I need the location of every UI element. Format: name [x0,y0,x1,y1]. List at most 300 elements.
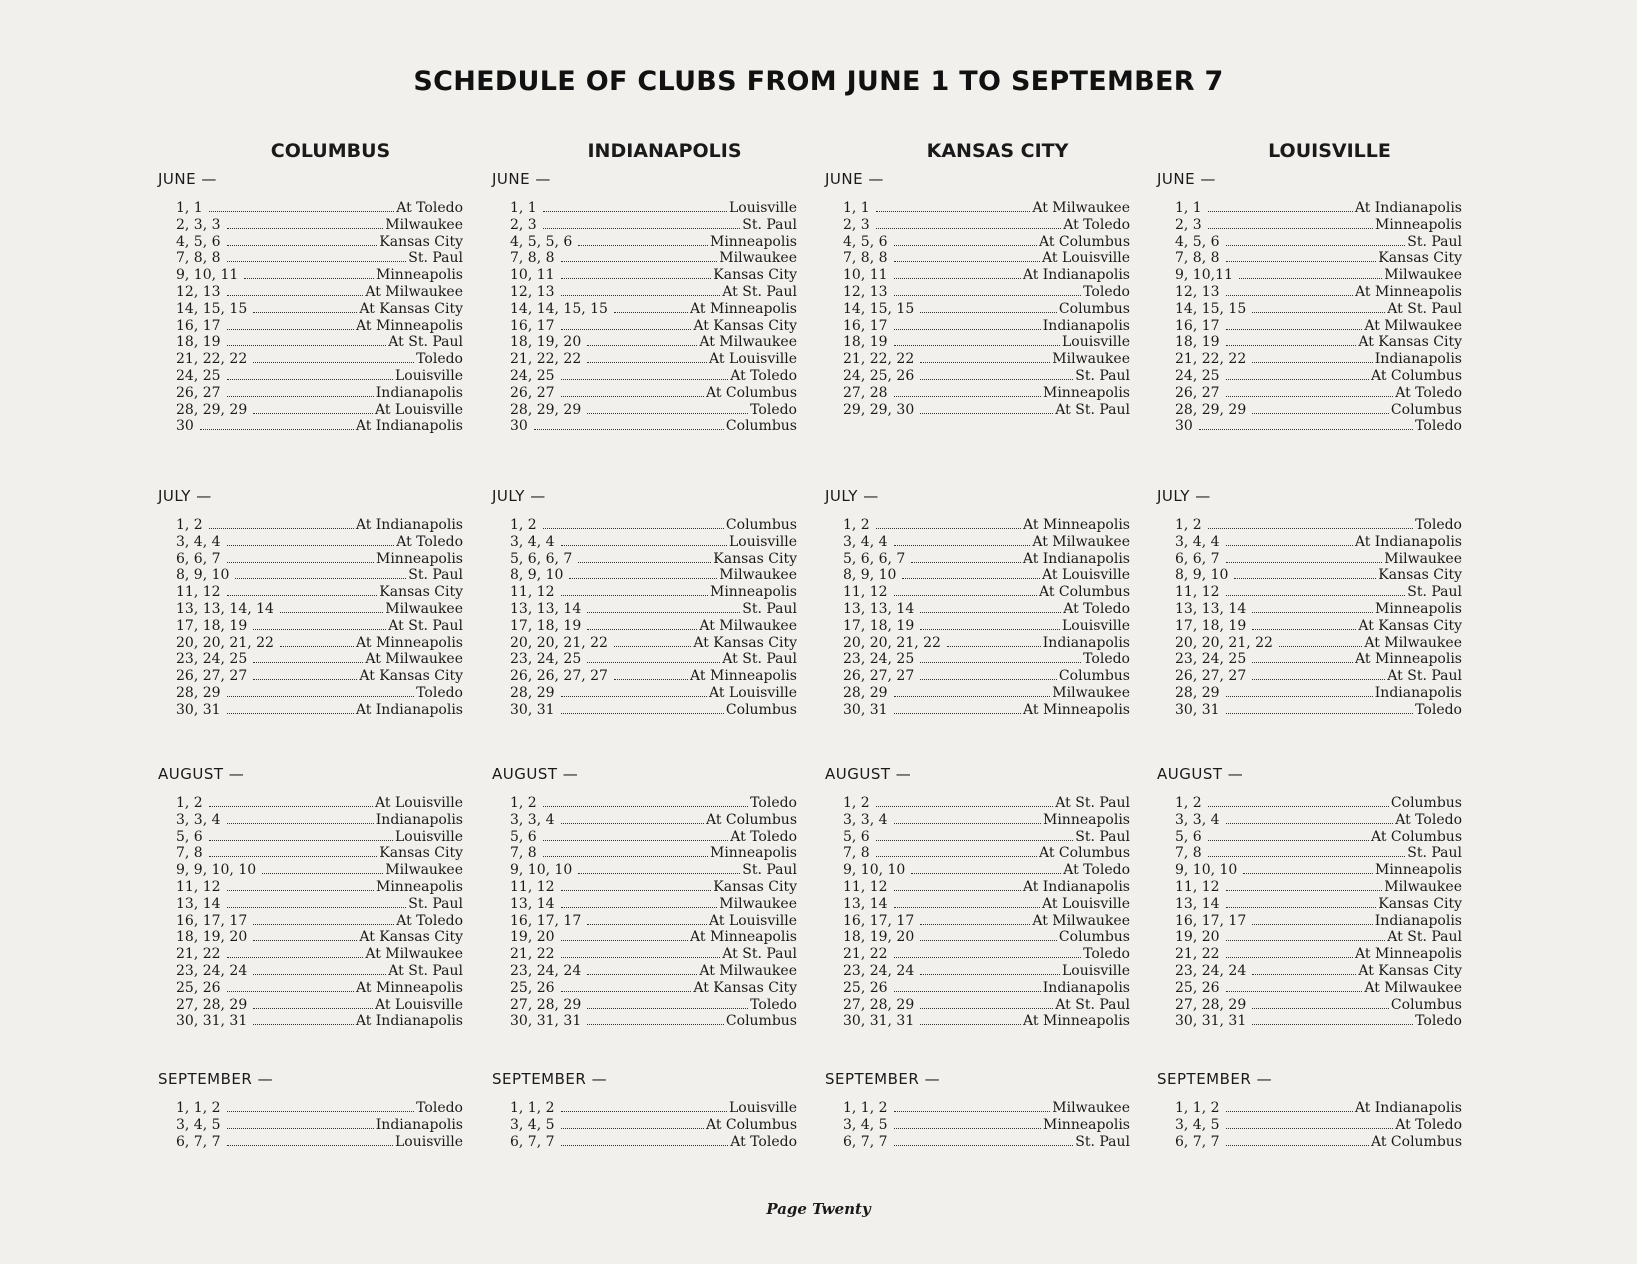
game-dates: 14, 14, 15, 15 [510,300,608,317]
game-dates: 4, 5, 6 [843,233,888,250]
game-dates: 21, 22 [176,946,221,963]
dot-leader [587,413,748,414]
dot-leader [227,295,364,296]
game-dates: 4, 5, 5, 6 [510,233,573,250]
schedule-row [510,1117,797,1134]
game-dates: 9, 9, 10, 10 [176,862,257,879]
month-label: AUGUST — [1157,765,1244,783]
opponent: St. Paul [742,216,797,233]
game-dates: 13, 14 [843,895,888,912]
dot-leader [1226,562,1383,563]
opponent: At St. Paul [1387,300,1462,317]
month-label: AUGUST — [825,765,912,783]
dot-leader [1226,696,1373,697]
dot-leader [253,413,373,414]
schedule-row [843,862,1130,879]
dot-leader [227,562,374,563]
schedule-row [843,685,1130,702]
schedule-row [510,997,797,1014]
schedule-row [510,234,797,251]
schedule-row [843,635,1130,652]
month-label: JUNE — [492,170,551,188]
schedule-row [176,267,463,284]
schedule-row [843,812,1130,829]
game-dates: 21, 22 [843,946,888,963]
schedule-row [176,946,463,963]
dot-leader [1208,856,1406,857]
game-dates: 11, 12 [1175,878,1220,895]
game-dates: 19, 20 [1175,929,1220,946]
opponent: Louisville [1061,334,1130,351]
dot-leader [1208,840,1369,841]
dot-leader [614,646,691,647]
opponent: At St. Paul [722,651,797,668]
opponent: At Milwaukee [1364,317,1462,334]
game-dates: 6, 7, 7 [510,1133,555,1150]
opponent: Indianapolis [375,1116,463,1133]
opponent: Kansas City [379,233,463,250]
schedule-row [176,567,463,584]
dot-leader [1252,924,1373,925]
game-dates: 1, 2 [510,795,537,811]
schedule-row [510,267,797,284]
dot-leader [920,413,1053,414]
schedule-row [176,668,463,685]
schedule-row [1175,601,1462,618]
game-dates: 16, 17 [510,317,555,334]
schedule-row [1175,551,1462,568]
game-dates: 7, 8 [843,845,870,862]
game-dates: 16, 17 [1175,317,1220,334]
opponent: Kansas City [713,550,797,567]
opponent: At Columbus [1370,1133,1462,1150]
dot-leader [614,679,688,680]
schedule-row [843,651,1130,668]
schedule-row [843,980,1130,997]
opponent: Indianapolis [1042,317,1130,334]
opponent: At St. Paul [1055,401,1130,418]
game-dates: 1, 2 [1175,517,1202,533]
game-dates: 23, 24, 25 [176,651,248,668]
opponent: St. Paul [408,250,463,267]
opponent: At Milwaukee [1364,979,1462,996]
dot-leader [894,396,1041,397]
opponent: At Louisville [709,912,797,929]
opponent: At Kansas City [693,317,797,334]
dot-leader [876,840,1074,841]
dot-leader [1208,228,1373,229]
dot-leader [894,823,1041,824]
dot-leader [1226,823,1394,824]
schedule-row [843,301,1130,318]
game-dates: 12, 13 [510,283,555,300]
dot-leader [227,991,355,992]
month-label: JULY — [158,487,212,505]
game-dates: 7, 8, 8 [176,250,221,267]
schedule-row [843,584,1130,601]
opponent: St. Paul [742,862,797,879]
game-dates: 7, 8 [1175,845,1202,862]
dot-leader [614,312,688,313]
schedule-row [1175,829,1462,846]
page-title: SCHEDULE OF CLUBS FROM JUNE 1 TO SEPTEMBER 7 [413,66,1224,97]
dot-leader [227,1128,374,1129]
opponent: Louisville [728,200,797,216]
opponent: At Louisville [375,795,463,811]
dot-leader [253,974,386,975]
schedule-row [176,200,463,217]
opponent: Indianapolis [1374,912,1462,929]
schedule-row [1175,845,1462,862]
opponent: Indianapolis [375,811,463,828]
dot-leader [902,578,1040,579]
dot-leader [1226,261,1377,262]
dot-leader [1226,545,1353,546]
game-dates: 3, 4, 4 [843,533,888,550]
game-dates: 10, 11 [843,267,888,284]
month-section [1157,170,1462,435]
schedule-row [176,368,463,385]
game-dates: 9, 10, 10 [843,862,906,879]
opponent: At Columbus [705,384,797,401]
game-dates: 17, 18, 19 [1175,617,1247,634]
opponent: Toledo [416,1100,463,1116]
game-dates: 4, 5, 6 [1175,233,1220,250]
dot-leader [227,245,378,246]
schedule-row [510,217,797,234]
schedule-row [176,997,463,1014]
opponent: St. Paul [1407,584,1462,601]
game-dates: 28, 29, 29 [176,401,248,418]
opponent: St. Paul [742,600,797,617]
opponent: At Minneapolis [690,300,797,317]
opponent: Indianapolis [375,384,463,401]
schedule-row [176,879,463,896]
dot-leader [561,940,689,941]
schedule-row [843,284,1130,301]
opponent: At Milwaukee [365,283,463,300]
schedule-row [176,795,463,812]
game-dates: 21, 22 [510,946,555,963]
dot-leader [947,646,1041,647]
month-section [158,487,463,719]
opponent: Milwaukee [1384,878,1462,895]
game-dates: 21, 22, 22 [176,351,248,368]
game-dates: 5, 6 [510,828,537,845]
opponent: At Minneapolis [356,979,463,996]
game-dates: 20, 20, 21, 22 [843,634,941,651]
month-section [158,170,463,435]
opponent: Toledo [750,996,797,1013]
opponent: Milwaukee [719,567,797,584]
opponent: Toledo [1415,701,1462,718]
game-dates: 18, 19, 20 [510,334,582,351]
schedule-row [1175,250,1462,267]
opponent: St. Paul [408,895,463,912]
opponent: At Toledo [1063,862,1130,879]
game-dates: 7, 8, 8 [843,250,888,267]
opponent: Indianapolis [1374,684,1462,701]
opponent: At Indianapolis [1354,1100,1462,1116]
opponent: At St. Paul [388,334,463,351]
dot-leader [561,713,724,714]
game-dates: 3, 4, 4 [1175,533,1220,550]
schedule-row [510,812,797,829]
game-dates: 3, 4, 4 [510,533,555,550]
opponent: At Kansas City [1358,334,1462,351]
game-dates: 30, 31, 31 [843,1013,915,1030]
schedule-row [510,200,797,217]
schedule-row [1175,946,1462,963]
game-dates: 26, 26, 27, 27 [510,668,608,685]
dot-leader [1252,1024,1413,1025]
opponent: At Columbus [1370,828,1462,845]
dot-leader [920,1008,1053,1009]
opponent: Minneapolis [1042,384,1130,401]
game-dates: 16, 17, 17 [1175,912,1247,929]
game-dates: 6, 7, 7 [1175,1133,1220,1150]
opponent: Columbus [725,701,797,718]
opponent: Toledo [750,795,797,811]
game-dates: 30, 31 [176,701,221,718]
dot-leader [587,362,707,363]
schedule-row [176,685,463,702]
game-dates: 13, 13, 14 [510,600,582,617]
schedule-row [510,318,797,335]
schedule-row [1175,685,1462,702]
game-dates: 5, 6, 6, 7 [510,550,573,567]
schedule-row [510,668,797,685]
dot-leader [1252,612,1373,613]
game-dates: 8, 9, 10 [1175,567,1229,584]
opponent: Louisville [728,533,797,550]
schedule-row [176,1117,463,1134]
game-dates: 24, 25 [176,367,221,384]
opponent: At Milwaukee [365,651,463,668]
schedule-row [176,534,463,551]
game-dates: 26, 27, 27 [176,668,248,685]
schedule-row [176,601,463,618]
dot-leader [561,907,718,908]
game-dates: 17, 18, 19 [176,617,248,634]
game-dates: 13, 14 [1175,895,1220,912]
opponent: Toledo [416,351,463,368]
opponent: At Toledo [1395,384,1462,401]
opponent: Louisville [1061,617,1130,634]
dot-leader [227,1111,415,1112]
game-dates: 24, 25, 26 [843,367,915,384]
schedule-row [1175,635,1462,652]
opponent: At St. Paul [1055,795,1130,811]
schedule-row [843,234,1130,251]
opponent: At Columbus [705,1116,797,1133]
game-dates: 9, 10, 11 [176,267,239,284]
schedule-row [1175,334,1462,351]
dot-leader [227,228,384,229]
dot-leader [587,1008,748,1009]
game-dates: 18, 19 [1175,334,1220,351]
opponent: Milwaukee [1052,1100,1130,1116]
game-dates: 27, 28, 29 [1175,996,1247,1013]
dot-leader [262,873,383,874]
opponent: Minneapolis [1374,862,1462,879]
schedule-row [1175,217,1462,234]
game-dates: 30, 31 [1175,701,1220,718]
dot-leader [561,1128,704,1129]
schedule-row [1175,812,1462,829]
dot-leader [1252,679,1385,680]
opponent: Kansas City [1378,250,1462,267]
game-dates: 1, 1 [510,200,537,216]
month-section [492,170,797,435]
dot-leader [1226,245,1406,246]
game-dates: 8, 9, 10 [510,567,564,584]
dot-leader [587,924,707,925]
opponent: At Kansas City [693,979,797,996]
opponent: At St. Paul [722,283,797,300]
schedule-row [1175,795,1462,812]
dot-leader [587,1024,724,1025]
game-dates: 12, 13 [843,283,888,300]
dot-leader [894,1111,1051,1112]
game-dates: 16, 17, 17 [510,912,582,929]
schedule-row [843,385,1130,402]
game-dates: 9, 10, 10 [510,862,573,879]
schedule-row [1175,913,1462,930]
dot-leader [534,429,724,430]
game-dates: 23, 24, 25 [510,651,582,668]
schedule-row [843,946,1130,963]
schedule-row [510,368,797,385]
game-dates: 28, 29 [1175,684,1220,701]
dot-leader [920,940,1057,941]
schedule-row [1175,402,1462,419]
month-section [825,170,1130,418]
dot-leader [1234,578,1376,579]
schedule-row [510,963,797,980]
game-dates: 5, 6 [843,828,870,845]
game-dates: 2, 3 [1175,216,1202,233]
opponent: At St. Paul [1387,668,1462,685]
schedule-row [510,351,797,368]
game-dates: 26, 27 [510,384,555,401]
dot-leader [894,245,1037,246]
schedule-row [176,1134,463,1151]
dot-leader [1226,713,1414,714]
dot-leader [894,713,1022,714]
schedule-row [843,200,1130,217]
dot-leader [894,957,1082,958]
schedule-row [843,829,1130,846]
dot-leader [894,1145,1074,1146]
schedule-row [176,301,463,318]
opponent: Minneapolis [709,845,797,862]
game-dates: 20, 20, 21, 22 [510,634,608,651]
game-dates: 27, 28, 29 [843,996,915,1013]
dot-leader [894,295,1082,296]
dot-leader [253,924,394,925]
dot-leader [1226,1128,1394,1129]
opponent: Kansas City [713,267,797,284]
dot-leader [578,562,711,563]
schedule-row [510,845,797,862]
dot-leader [587,345,697,346]
schedule-row [1175,963,1462,980]
game-dates: 3, 3, 4 [176,811,221,828]
schedule-row [843,795,1130,812]
dot-leader [1226,379,1369,380]
opponent: At Minneapolis [1355,651,1462,668]
dot-leader [561,991,692,992]
opponent: At Milwaukee [1032,200,1130,216]
schedule-row [176,963,463,980]
page-number: Page Twenty [766,1200,871,1218]
dot-leader [876,806,1054,807]
opponent: Minneapolis [1042,1116,1130,1133]
schedule-row [176,913,463,930]
game-dates: 30 [176,418,194,435]
opponent: Minneapolis [1042,811,1130,828]
month-label: JUNE — [825,170,884,188]
opponent: Milwaukee [719,895,797,912]
schedule-row [510,534,797,551]
game-dates: 30 [510,418,528,435]
opponent: Toledo [416,684,463,701]
opponent: Toledo [1083,946,1130,963]
opponent: Minneapolis [1374,600,1462,617]
schedule-row [510,862,797,879]
opponent: At Toledo [1395,1116,1462,1133]
opponent: At Milwaukee [699,334,797,351]
opponent: Columbus [1058,300,1130,317]
opponent: At Louisville [375,401,463,418]
schedule-row [176,702,463,719]
game-dates: 1, 1 [843,200,870,216]
month-label: JUNE — [1157,170,1216,188]
opponent: At Indianapolis [355,701,463,718]
schedule-row [843,1100,1130,1117]
game-dates: 23, 24, 24 [510,962,582,979]
month-section [492,765,797,1030]
opponent: At Louisville [1042,250,1130,267]
dot-leader [1252,413,1389,414]
schedule-row [1175,1013,1462,1030]
opponent: At Milwaukee [699,962,797,979]
opponent: Indianapolis [1042,634,1130,651]
game-dates: 14, 15, 15 [176,300,248,317]
schedule-row [176,812,463,829]
dot-leader [920,1024,1021,1025]
schedule-row [843,318,1130,335]
opponent: At Indianapolis [1354,200,1462,216]
schedule-row [843,551,1130,568]
opponent: Kansas City [379,584,463,601]
opponent: Toledo [1415,517,1462,533]
month-section [825,765,1130,1030]
game-dates: 19, 20 [510,929,555,946]
game-dates: 3, 3, 4 [1175,811,1220,828]
schedule-row [510,418,797,435]
game-dates: 18, 19 [843,334,888,351]
game-dates: 1, 1, 2 [1175,1100,1220,1116]
opponent: At Kansas City [359,929,463,946]
dot-leader [253,312,357,313]
opponent: At Toledo [396,912,463,929]
game-dates: 6, 6, 7 [1175,550,1220,567]
opponent: Minneapolis [375,550,463,567]
schedule-row [1175,702,1462,719]
dot-leader [920,924,1030,925]
